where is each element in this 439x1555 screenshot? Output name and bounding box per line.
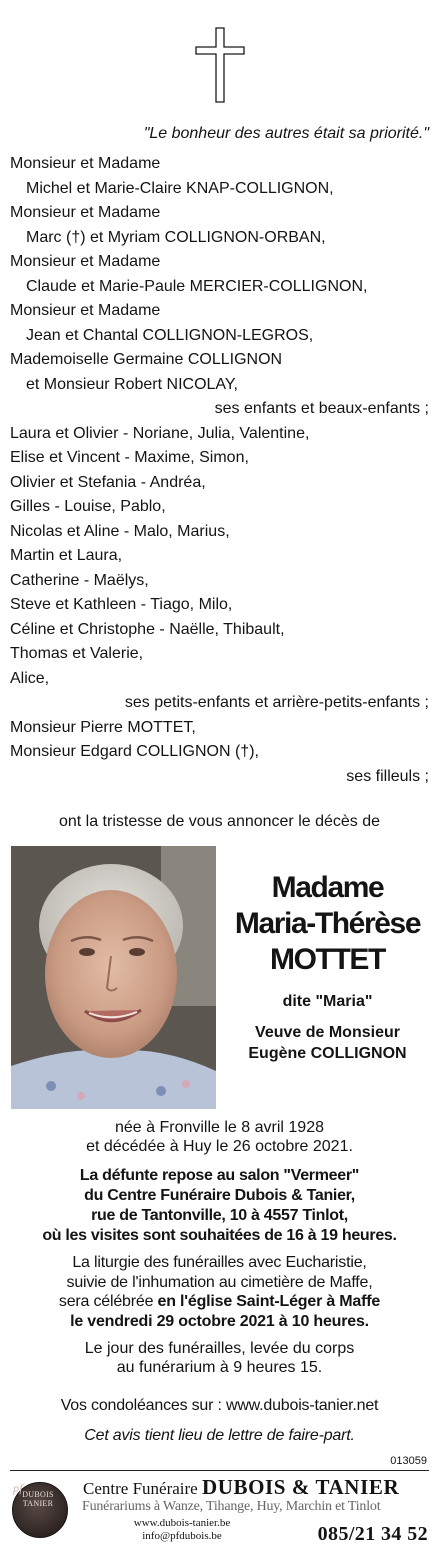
liturgy-line: suivie de l'inhumation au cimetière de Maffe, — [66, 1273, 373, 1291]
rest-line: où les visites sont souhaitées de 16 à 19 heures. — [42, 1227, 397, 1244]
rest-line: rue de Tantonville, 10 à 4557 Tinlot, — [91, 1207, 348, 1224]
deceased-portrait-photo — [11, 846, 216, 1109]
liturgy-plain-text: sera célébrée — [58, 1293, 158, 1310]
death-line: et décédée à Huy le 26 octobre 2021. — [86, 1138, 353, 1155]
funeral-home-locations: Funérariums à Wanze, Tihange, Huy, Marchin et Tinlot — [82, 1499, 381, 1514]
widow-spouse-name: Eugène COLLIGNON — [248, 1045, 407, 1062]
liturgy-info — [0, 1253, 439, 1331]
family-line: Alice, — [10, 669, 50, 687]
liturgy-date: le vendredi 29 octobre 2021 à 10 heures. — [70, 1312, 369, 1330]
family-line: et Monsieur Robert NICOLAY, — [26, 375, 238, 393]
family-line: Monsieur et Madame — [10, 253, 161, 270]
liturgy-line — [0, 1292, 439, 1312]
deceased-title: Madame — [271, 871, 384, 904]
family-line: Jean et Chantal COLLIGNON-LEGROS, — [26, 326, 314, 344]
funeral-home-website[interactable]: www.dubois-tanier.be — [133, 1517, 231, 1529]
deceased-nickname: dite "Maria" — [282, 993, 373, 1010]
announcement-line: ont la tristesse de vous annoncer le décès de — [58, 813, 381, 830]
family-line: Michel et Marie-Claire KNAP-COLLIGNON, — [26, 179, 334, 197]
deceased-name-block — [216, 870, 439, 1064]
family-line: Monsieur Edgard COLLIGNON (†), — [10, 743, 259, 760]
family-line: Monsieur et Madame — [10, 155, 161, 172]
funeral-home-footer — [10, 1471, 429, 1555]
birth-line: née à Fronville le 8 avril 1928 — [114, 1119, 324, 1136]
family-line: Steve et Kathleen - Tiago, Milo, — [10, 596, 233, 613]
family-list — [10, 152, 429, 789]
logo-pf-mark: pf — [13, 1481, 23, 1495]
funeral-home-brand: DUBOIS & TANIER — [201, 1475, 400, 1499]
funeral-home-email[interactable]: info@pfdubois.be — [142, 1530, 222, 1542]
funeral-home-prefix: Centre Funéraire — [83, 1479, 202, 1498]
liturgy-church: en l'église Saint-Léger à Maffe — [157, 1293, 381, 1310]
family-line: Claude et Marie-Paule MERCIER-COLLIGNON, — [26, 277, 368, 295]
departure-line: au funérarium à 9 heures 15. — [116, 1359, 323, 1376]
logo-line: TANIER — [22, 1499, 54, 1508]
logo-line: DUBOIS — [22, 1490, 54, 1499]
deceased-first-names: Maria-Thérèse — [234, 907, 421, 940]
departure-line: Le jour des funérailles, levée du corps — [84, 1340, 355, 1357]
family-line: Thomas et Valerie, — [10, 645, 144, 662]
family-relation-label: ses enfants et beaux-enfants ; — [214, 400, 429, 417]
deceased-surname: MOTTET — [270, 943, 385, 976]
rest-line: La défunte repose au salon "Vermeer" — [79, 1167, 360, 1184]
family-line: Olivier et Stefania - Andréa, — [10, 473, 206, 491]
family-line: Monsieur Pierre MOTTET, — [10, 718, 196, 736]
family-line: Marc (†) et Myriam COLLIGNON-ORBAN, — [26, 228, 326, 246]
rest-info — [0, 1166, 439, 1246]
latin-cross-icon — [194, 27, 246, 103]
reference-number: 013059 — [390, 1455, 427, 1467]
family-line: Martin et Laura, — [10, 547, 123, 564]
family-line: Laura et Olivier - Noriane, Julia, Valentine, — [10, 424, 310, 442]
birth-death-info — [0, 1118, 439, 1156]
family-line: Monsieur et Madame — [10, 204, 161, 221]
condolences-line: Vos condoléances sur : www.dubois-tanier.net — [60, 1397, 379, 1414]
family-relation-label: ses filleuls ; — [346, 767, 429, 785]
rest-line: du Centre Funéraire Dubois & Tanier, — [84, 1187, 355, 1204]
family-line: Catherine - Maëlys, — [10, 571, 149, 589]
widow-line: Veuve de Monsieur — [255, 1024, 400, 1041]
family-line: Monsieur et Madame — [10, 302, 161, 319]
family-line: Gilles - Louise, Pablo, — [10, 498, 166, 515]
departure-info — [0, 1339, 439, 1377]
logo-text — [13, 1481, 60, 1508]
family-line: Mademoiselle Germaine COLLIGNON — [10, 351, 283, 368]
motto-quote: "Le bonheur des autres était sa priorité." — [143, 125, 429, 142]
family-line: Céline et Christophe - Naëlle, Thibault, — [10, 620, 285, 638]
funeral-home-name — [83, 1475, 399, 1500]
family-line: Elise et Vincent - Maxime, Simon, — [10, 449, 249, 466]
funeral-home-phone: 085/21 34 52 — [317, 1523, 428, 1545]
family-line: Nicolas et Aline - Malo, Marius, — [10, 522, 230, 540]
cross-header — [0, 27, 439, 105]
liturgy-line: La liturgie des funérailles avec Eucharistie, — [72, 1254, 367, 1271]
faire-part-notice: Cet avis tient lieu de lettre de faire-part. — [84, 1427, 355, 1444]
family-relation-label: ses petits-enfants et arrière-petits-enfants ; — [124, 694, 429, 711]
funeral-home-contacts — [122, 1517, 242, 1543]
